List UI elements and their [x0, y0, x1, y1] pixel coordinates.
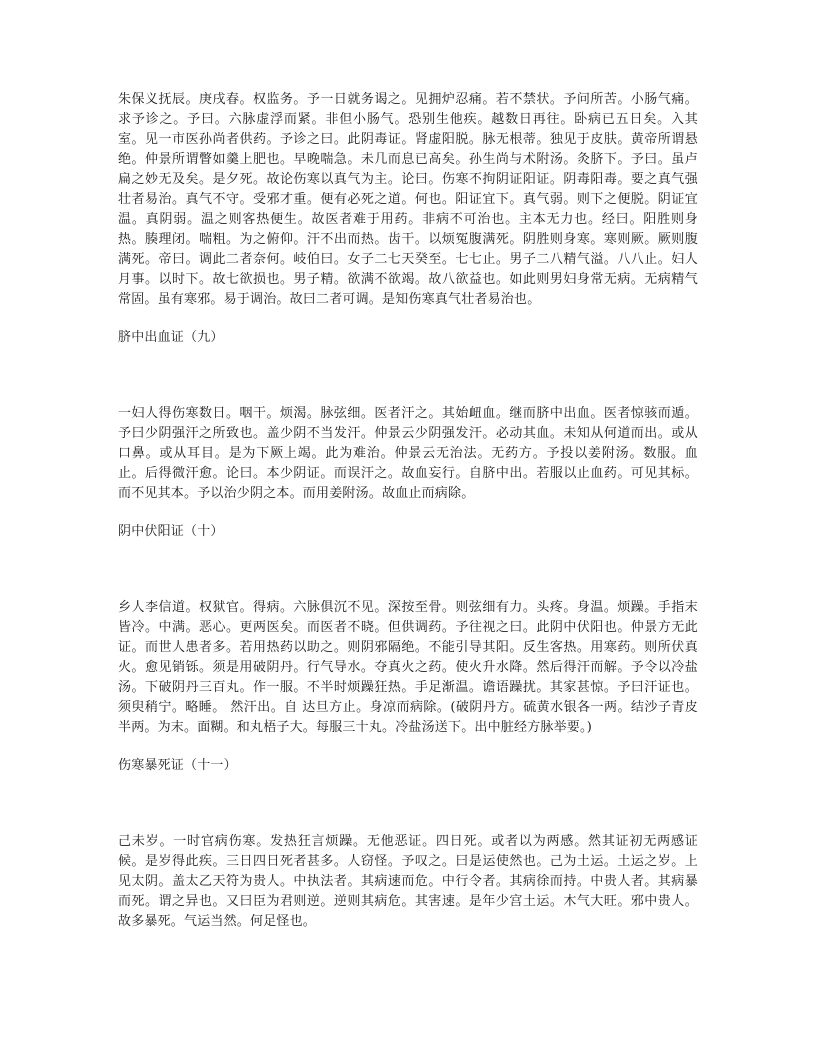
section-spacer: [118, 738, 698, 756]
section-spacer: [118, 504, 698, 522]
paragraph-sudden-death: 己未岁。一时官病伤寒。发热狂言烦躁。无他恶证。四日死。或者以为两感。然其证初无两感证候。是岁得此疾。三日四日死者甚多。人窃怪。予叹之。曰是运使然也。己为土运。土运之岁。上见太阴。盖太乙天符为贵人。中执法者。其病速而危。中行令者。其病徐而持。中贵人者。其病暴而死。谓之异也。又曰臣为君则逆。逆则其病危。其害速。是年少宫土运。木气大旺。邪中贵人。故多暴死。气运当然。何足怪也。: [118, 834, 698, 929]
paragraph-navel-bleeding: 一妇人得伤寒数日。咽干。烦渴。脉弦细。医者汗之。其始衄血。继而脐中出血。医者惊骇而遁。予曰少阴强汗之所致也。盖少阴不当发汗。仲景云少阴强发汗。必动其血。未知从何道而出。或从口鼻。或从耳目。是为下厥上竭。此为难治。仲景云无治法。无药方。予投以姜附汤。数服。血止。后得微汗愈。论曰。本少阴证。而误汗之。故血妄行。自脐中出。若服以止血药。可见其标。而不见其本。予以治少阴之本。而用姜附汤。故血止而病除。: [118, 406, 698, 501]
section-heading-hidden-yang: 阴中伏阳证（十）: [118, 524, 224, 539]
section-spacer: [118, 542, 698, 598]
section-heading-sudden-death: 伤寒暴死证（十一）: [118, 758, 237, 773]
document-page: [118, 90, 698, 932]
paragraph-case-zhu-baoyi: 朱保义抚辰。庚戌春。权监务。予一日就务谒之。见拥炉忍痛。若不禁状。予问所苦。小肠气痛。求予诊之。予曰。六脉虚浮而紧。非但小肠气。恐别生他疾。越数日再往。卧病已五日矣。入其室。见一市医孙尚者供药。予诊之曰。此阴毒证。肾虚阳脱。脉无根蒂。独见于皮肤。黄帝所谓悬绝。仲景所谓瞥如羹上肥也。早晚喘急。未几而息已高矣。孙生尚与术附汤。灸脐下。予曰。虽卢扁之妙无及矣。是夕死。故论伤寒以真气为主。论曰。伤寒不拘阴证阳证。阴毒阳毒。要之真气强壮者易治。真气不守。受邪才重。便有必死之道。何也。阳证宜下。真气弱。则下之便脱。阴证宜温。真阴弱。温之则客热便生。故医者难于用药。非病不可治也。主本无力也。经曰。阳胜则身热。腠理闭。喘粗。为之俯仰。汗不出而热。齿干。以烦冤腹满死。阴胜则身寒。寒则厥。厥则腹满死。帝曰。调此二者奈何。岐伯曰。女子二七天癸至。七七止。男子二八精气溢。八八止。妇人月事。以时下。故七欲损也。男子精。欲满不欲竭。故八欲益也。如此则男妇身常无病。无病精气常固。虽有寒邪。易于调治。故曰二者可调。是知伤寒真气壮者易治也。: [118, 92, 698, 307]
section-spacer: [118, 310, 698, 328]
section-spacer: [118, 776, 698, 832]
section-spacer: [118, 348, 698, 404]
paragraph-hidden-yang: 乡人李信道。权狱官。得病。六脉俱沉不见。深按至骨。则弦细有力。头疼。身温。烦躁。手指末皆冷。中满。恶心。更两医矣。而医者不晓。但供调药。予往视之曰。此阴中伏阳也。仲景方无此证。而世人患者多。若用热药以助之。则阴邪隔绝。不能引导其阳。反生客热。用寒药。则所伏真火。愈见销铄。须是用破阴丹。行气导水。夺真火之药。使火升水降。然后得汗而解。予令以冷盐汤。下破阴丹三百丸。作一服。不半时烦躁狂热。手足渐温。谵语躁扰。其家甚惊。予曰汗证也。须臾稍宁。略睡。 然汗出。自 达旦方止。身凉而病除。(破阴丹方。硫黄水银各一两。结沙子青皮半两。为末。面糊。和丸梧子大。每服三十丸。冷盐汤送下。出中脏经方脉举要。): [118, 600, 698, 735]
section-heading-navel-bleeding: 脐中出血证（九）: [118, 330, 224, 345]
